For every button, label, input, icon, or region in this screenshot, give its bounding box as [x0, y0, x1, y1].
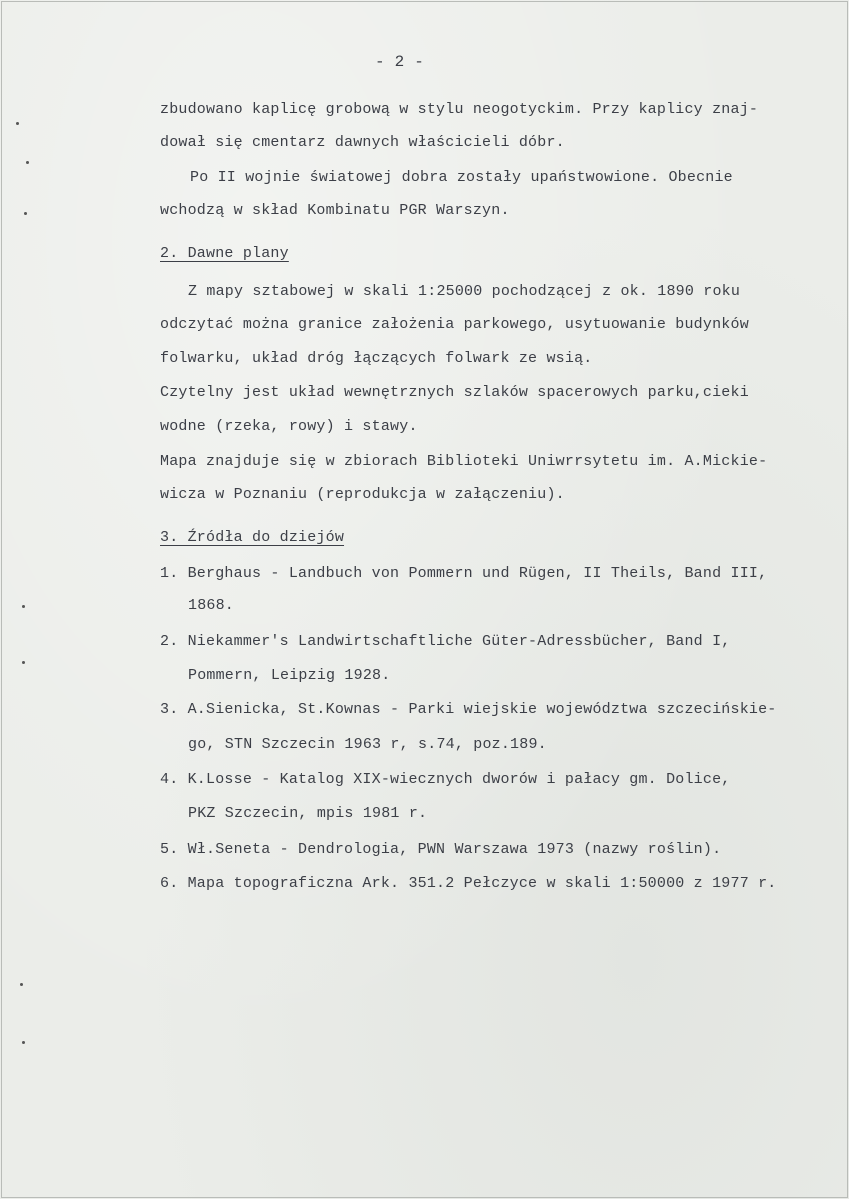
source-item-continuation: 1868.: [188, 597, 235, 614]
margin-mark: [22, 661, 25, 664]
section-heading: 2. Dawne plany: [160, 245, 289, 262]
source-item: 2. Niekammer's Landwirtschaftliche Güter-Adressbücher, Band I,: [160, 633, 731, 650]
paragraph-line: wodne (rzeka, rowy) i stawy.: [160, 418, 418, 435]
paragraph-line: Po II wojnie światowej dobra zostały upaństwowione. Obecnie: [190, 169, 733, 186]
paragraph-line: folwarku, układ dróg łączących folwark ze wsią.: [160, 350, 593, 367]
source-item-continuation: PKZ Szczecin, mpis 1981 r.: [188, 805, 428, 822]
margin-mark: [22, 1041, 25, 1044]
source-item-continuation: Pommern, Leipzig 1928.: [188, 667, 391, 684]
paragraph-line: odczytać można granice założenia parkowego, usytuowanie budynków: [160, 316, 749, 333]
margin-mark: [24, 212, 27, 215]
paragraph-line: zbudowano kaplicę grobową w stylu neogotyckim. Przy kaplicy znaj-: [160, 101, 759, 118]
paragraph-line: Mapa znajduje się w zbiorach Biblioteki Uniwrrsytetu im. A.Mickie-: [160, 453, 768, 470]
margin-mark: [22, 605, 25, 608]
section-heading: 3. Źródła do dziejów: [160, 529, 345, 546]
source-item: 6. Mapa topograficzna Ark. 351.2 Pełczyce w skali 1:50000 z 1977 r.: [160, 875, 777, 892]
margin-mark: [16, 122, 19, 125]
source-item: 3. A.Sienicka, St.Kownas - Parki wiejskie województwa szczecińskie-: [160, 701, 777, 718]
margin-mark: [20, 983, 23, 986]
paragraph-line: Z mapy sztabowej w skali 1:25000 pochodzącej z ok. 1890 roku: [188, 283, 741, 300]
paragraph-line: wicza w Poznaniu (reprodukcja w załączeniu).: [160, 486, 565, 503]
page-number: - 2 -: [375, 53, 425, 71]
source-item: 1. Berghaus - Landbuch von Pommern und Rügen, II Theils, Band III,: [160, 565, 768, 582]
source-item: 5. Wł.Seneta - Dendrologia, PWN Warszawa 1973 (nazwy roślin).: [160, 841, 722, 858]
source-item: 4. K.Losse - Katalog XIX-wiecznych dworów i pałacy gm. Dolice,: [160, 771, 731, 788]
source-item-continuation: go, STN Szczecin 1963 r, s.74, poz.189.: [188, 736, 547, 753]
margin-mark: [26, 161, 29, 164]
paragraph-line: dował się cmentarz dawnych właścicieli dóbr.: [160, 134, 565, 151]
paragraph-line: wchodzą w skład Kombinatu PGR Warszyn.: [160, 202, 510, 219]
paragraph-line: Czytelny jest układ wewnętrznych szlaków spacerowych parku,cieki: [160, 384, 749, 401]
